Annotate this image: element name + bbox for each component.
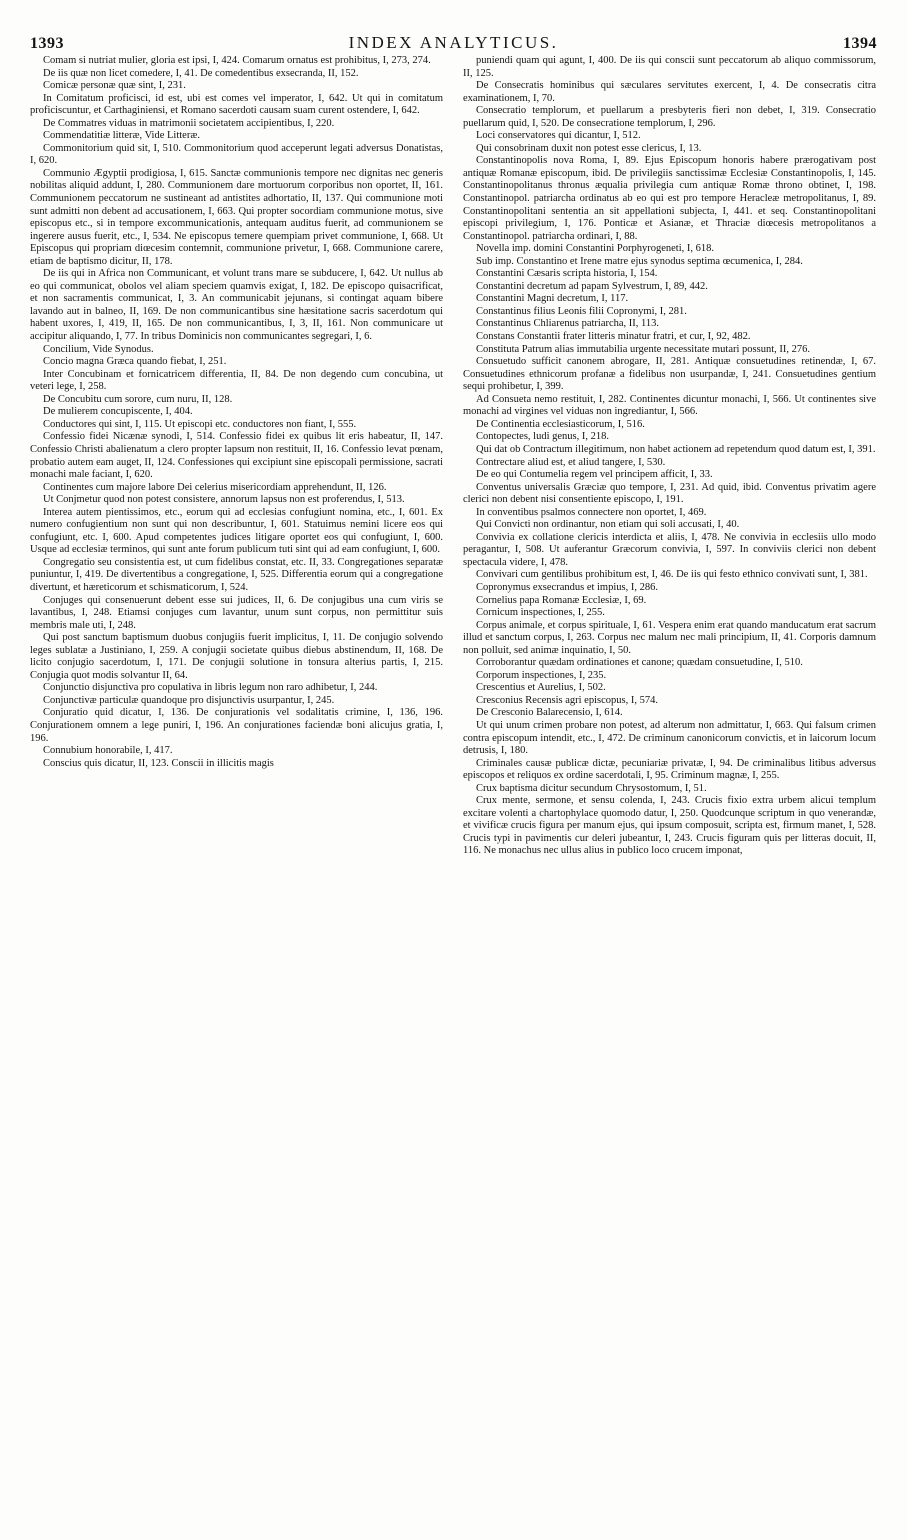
index-entry: De iis quæ non licet comedere, I, 41. De comedentibus exsecranda, II, 152. (43, 67, 359, 79)
index-entry: Novella imp. domini Constantini Porphyrogeneti, I, 618. (476, 243, 714, 255)
index-entry: In Comitatum proficisci, id est, ubi est comes vel imperator, I, 642. Ut qui in comitatum proficiscuntur, et Carthaginiensi, et Romano sacerdoti causam suam curent ostendere, I, 642. (30, 92, 443, 117)
index-entry: Copronymus exsecrandus et impius, I, 286. (476, 581, 658, 593)
index-entry: De Concubitu cum sorore, cum nuru, II, 128. (43, 393, 233, 405)
index-entry: Continentes cum majore labore Dei celerius misericordiam apprehendunt, II, 126. (43, 481, 387, 493)
index-entry: Loci conservatores qui dicantur, I, 512. (476, 130, 641, 142)
index-entry: Constantinus Chliarenus patriarcha, II, 113. (476, 318, 660, 330)
index-entry: Cornelius papa Romanæ Ecclesiæ, I, 69. (476, 594, 647, 606)
index-entry: Constans Constantii frater litteris minatur fratri, et cur, I, 92, 482. (476, 331, 751, 343)
index-entry: Consecratio templorum, et puellarum a presbyteris fieri non debet, I, 319. Consecratio puellarum quid, I, 520. De consecratione templorum, I, 296. (463, 105, 876, 129)
index-entry: Interea autem pientissimos, etc., eorum qui ad ecclesias confugiunt nomina, etc., I, 601. Ex numero confugientium non sunt qui non describuntur, I, 601. Statuimus nemini licere eos qui confugiunt, etc. I, 600. Apud competentes judices litigare oportet eos qui confugiunt, I, 600. Usque ad ecclesiæ terminos, qui sunt ante forum publicum tuti sint qui ad eam confugiunt, I, 600. (30, 506, 443, 556)
index-entry: De Commatres viduas in matrimonii societatem accipientibus, I, 220. (43, 117, 335, 129)
right-page-number: 1394 (843, 35, 877, 52)
index-entry: Constantinus filius Leonis filii Copronymi, I, 281. (476, 305, 687, 317)
index-entry: Corpus animale, et corpus spirituale, I, 61. Vespera enim erat quando manducatum erat sacrum illud et sanctum corpus, I, 263. Corpus nec malum nec mali principium, II, 41. Corporis damnum non polluit, sed animæ inquinatio, I, 50. (463, 619, 876, 656)
index-entry: Convivia ex collatione clericis interdicta et aliis, I, 478. Ne convivia in ecclesiis ullo modo peragantur, I, 508. Ut auferantur Græcorum convivia, I, 597. In conviviis clerici non debent spectacula videre, I, 478. (463, 531, 876, 568)
index-entry: Crux baptisma dicitur secundum Chrysostomum, I, 51. (476, 782, 707, 794)
index-entry: Confessio fidei Nicænæ synodi, I, 514. Confessio fidei ex quibus lit eris habeatur, II, 147. Confessio Christi abalienatum a clero propter lapsum non restituit, II, 16. Confessio levat pœnam, probatio autem eam auget, II, 124. Confessiones qui excipiunt sine episcopali permissione, sacrati monachi male faciant, I, 620. (30, 431, 443, 481)
index-entry: De mulierem concupiscente, I, 404. (43, 406, 193, 418)
left-page-number: 1393 (30, 35, 64, 52)
index-entry: Inter Concubinam et fornicatricem differentia, II, 84. De non degendo cum concubina, ut veteri lege, I, 258. (30, 368, 443, 393)
index-entry: Qui dat ob Contractum illegitimum, non habet actionem ad repetendum quod datum est, I, 391. (476, 443, 876, 455)
index-entry: Ad Consueta nemo restituit, I, 282. Continentes dicuntur monachi, I, 566. Ut continentes sive monachi ad virgines vel viduas non ingrediantur, I, 566. (463, 393, 876, 418)
index-entry: Crux mente, sermone, et sensu colenda, I, 243. Crucis fixio extra urbem alicui templum excitare volenti a chartophylace quomodo datur, I, 250. Quodcunque scriptum in quo venerandæ, et vivificæ crucis figura per manum ejus, qui ipsum composuit, scripta est, firmum manet, I, 528. Crucis typi in pavimentis cur deleri jubeantur, I, 243. Crucis figuram quis per litteras docuit, II, 116. Ne monachus nec ullus alius in publico loco crucem imponat, (463, 795, 876, 857)
index-entry: Ut Conjmetur quod non potest consistere, annorum lapsus non est proferendus, I, 513. (43, 494, 405, 506)
index-entry: Congregatio seu consistentia est, ut cum fidelibus constat, etc. II, 33. Congregationes separatæ puniuntur, I, 419. De divertentibus a congregatione, I, 525. Differentia eorum qui a congregatione divertunt, et hæreticorum et schismaticorum, I, 524. (30, 556, 443, 593)
index-entry: Contopectes, ludi genus, I, 218. (476, 431, 609, 443)
right-column (463, 55, 876, 858)
index-entry: Qui post sanctum baptismum duobus conjugiis fuerit implicitus, I, 11. De conjugio solvendo leges sublatæ a Justiniano, I, 259. A conjugii societate quibus diebus abstinendum, II, 168. De licito conjugio sacerdotum, I, 171. De conjugii solutione in tonsura alterius partis, I, 215. Conjugia quot modis solvantur II, 64. (30, 632, 443, 681)
running-title: INDEX ANALYTICUS. (348, 33, 559, 52)
index-entry: De Consecratis hominibus qui sæculares servitutes exercent, I, 4. De consecratis citra examinationem, I, 70. (463, 80, 876, 104)
index-entry: Ut qui unum crimen probare non potest, ad alterum non admittatur, I, 663. Qui falsum crimen contra episcopum intendit, etc., I, 472. De criminum canonicorum convictis, et in laicorum locum detrusis, I, 180. (463, 719, 876, 757)
index-entry: Conjunctivæ particulæ quandoque pro disjunctivis usurpantur, I, 245. (43, 694, 335, 706)
index-entry: Conjuges qui consenuerunt debent esse sui judices, II, 6. De conjugibus una cum viris se lavantibus, I, 248. Etiamsi conjuges cum lavantur, unum sunt corpus, non permittitur suis membris male uti, I, 248. (30, 594, 443, 631)
index-entry: Conjunctio disjunctiva pro copulativa in libris legum non raro adhibetur, I, 244. (43, 682, 378, 694)
index-entry: De Cresconio Balarecensio, I, 614. (476, 707, 623, 719)
index-entry: Crescentius et Aurelius, I, 502. (476, 682, 606, 694)
index-entry: Cornicum inspectiones, I, 255. (476, 607, 605, 619)
index-entry: Constantini Cæsaris scripta historia, I, 154. (476, 268, 658, 280)
left-column (30, 55, 443, 858)
index-entry: Corporum inspectiones, I, 235. (476, 669, 607, 681)
index-entry: Commonitorium quid sit, I, 510. Commonitorium quod acceperunt legati adversus Donatistas, I, 620. (30, 142, 443, 167)
index-entry: Constantini Magni decretum, I, 117. (476, 293, 629, 305)
index-entry: De Continentia ecclesiasticorum, I, 516. (476, 418, 645, 430)
index-entry: De iis qui in Africa non Communicant, et volunt trans mare se subducere, I, 642. Ut nullus ab eo qui communicat, obolos vel aliam speciem quamvis exigat, I, 182. De episcopo quisacrificat, et non sacramentis communicat, I, 3. An communicabit jejunans, si contingat aquam bibere lavando aut in balneo, II, 169. De non communicantibus sine hæsitatione sacris sacerdotum qui habent uxores, I, 419, II, 165. De non communicantibus, I, 3, II, 161. Non communicare ut accipitur aliquando, I, 77. In tribus Dominicis non communicantes segregari, I, 6. (30, 268, 443, 343)
index-entry: De eo qui Contumelia regem vel principem afficit, I, 33. (476, 469, 713, 481)
index-entry: Concilium, Vide Synodus. (43, 343, 154, 355)
index-entry: Comicæ personæ quæ sint, I, 231. (43, 80, 186, 92)
index-entry: Communio Ægyptii prodigiosa, I, 615. Sanctæ communionis tempore nec dignitas nec generis nobilitas aliquid addunt, I, 280. Communionem dare mortuorum corporibus non oportet, II, 161. Communionem peccatorum ne sustineant ad antistites adhortatio, II, 137. Qui communione moti sunt admitti non debent ad accusationem, I, 663. Qui propter socordiam communione motus, sive episcopus etc., si in tempore excommunicationis, antequam auditus fuerit, ad communionem se ingerere ausus fuerit, etc., I, 534. Ne episcopus temere quempiam privet communione, I, 668. Ut Episcopus qui propriam diœcesim contemnit, communione privetur, I, 668. Communione carere, etiam de baptismo dicitur, II, 178. (30, 167, 443, 267)
index-entry: Consuetudo sufficit canonem abrogare, II, 281. Antiquæ consuetudines retinendæ, I, 67. Consuetudines ethnicorum profanæ a fidelibus non usurpandæ, I, 241. Consuetudines gentium sequi prohibetur, I, 399. (463, 356, 876, 393)
index-entry: Convivari cum gentilibus prohibitum est, I, 46. De iis qui festo ethnico convivati sunt, I, 381. (476, 569, 868, 581)
index-entry: Concio magna Græca quando fiebat, I, 251. (43, 356, 227, 368)
index-entry: Criminales causæ publicæ dictæ, pecuniariæ privatæ, I, 94. De criminalibus litibus adversus episcopos et reliquos ex ordine sacerdotali, I, 95. Criminum magnæ, I, 255. (463, 757, 876, 782)
index-entry: Conductores qui sint, I, 115. Ut episcopi etc. conductores non fiant, I, 555. (43, 418, 357, 430)
index-entry: Comam si nutriat mulier, gloria est ipsi, I, 424. Comarum ornatus est prohibitus, I, 273, 274. (43, 55, 431, 66)
index-entry: Constantini decretum ad papam Sylvestrum, I, 89, 442. (476, 280, 708, 292)
index-entry: Conventus universalis Græciæ quo tempore, I, 231. Ad quid, ibid. Conventus privatim agere clerici non debent nisi consentiente episcopo, I, 191. (463, 481, 876, 506)
index-entry: Conjuratio quid dicatur, I, 136. De conjurationis vel sodalitatis crimine, I, 136, 196. Conjurationem omnem a lege puniri, I, 196. An conjurationes faciendæ boni alicujus gratia, I, 196. (30, 707, 443, 744)
index-entry: Commendatitiæ litteræ, Vide Litteræ. (43, 130, 200, 142)
index-entry: Connubium honorabile, I, 417. (43, 745, 173, 757)
index-entry: Constituta Patrum alias immutabilia urgente necessitate mutari possunt, II, 276. (476, 343, 810, 355)
page-header (30, 34, 877, 52)
index-entry: puniendi quam qui agunt, I, 400. De iis qui conscii sunt peccatorum ab aliquo commissorum, II, 125. (463, 55, 876, 79)
index-entry: Constantinopolis nova Roma, I, 89. Ejus Episcopum honoris habere prærogativam post antiquæ Romanæ episcopum, ibid. De privilegiis sanctissimæ Ecclesiæ Constantinopolis, I, 145. Constantinopolitanus thronus æqualia privilegia cum antiquæ Romæ throno obtinet, I, 198. Constantinopol. patriarcha ordinatus ab eo qui est pro tempore Heracleæ metropolitanus, I, 89. Constantinopolitani sententia an sit appellationi subjecta, I, 441. et seq. Constantinopolitani episcopi privilegium, I, 176. Ponticæ et Asianæ, et Thraciæ diœcesis metropolitanos a Constantinopol. patriarcha ordinari, I, 88. (463, 155, 876, 242)
index-entry: Sub imp. Constantino et Irene matre ejus synodus septima œcumenica, I, 284. (476, 255, 803, 267)
index-entry: In conventibus psalmos connectere non oportet, I, 469. (476, 506, 707, 518)
index-entry: Conscius quis dicatur, II, 123. Conscii in illicitis magis (43, 757, 274, 769)
index-columns (30, 55, 877, 858)
index-entry: Qui consobrinam duxit non potest esse clericus, I, 13. (476, 142, 702, 154)
index-entry: Corroborantur quædam ordinationes et canone; quædam consuetudine, I, 510. (476, 657, 803, 669)
index-entry: Cresconius Recensis agri episcopus, I, 574. (476, 694, 658, 706)
index-entry: Contrectare aliud est, et aliud tangere, I, 530. (476, 456, 666, 468)
index-entry: Qui Convicti non ordinantur, non etiam qui soli accusati, I, 40. (476, 519, 740, 531)
